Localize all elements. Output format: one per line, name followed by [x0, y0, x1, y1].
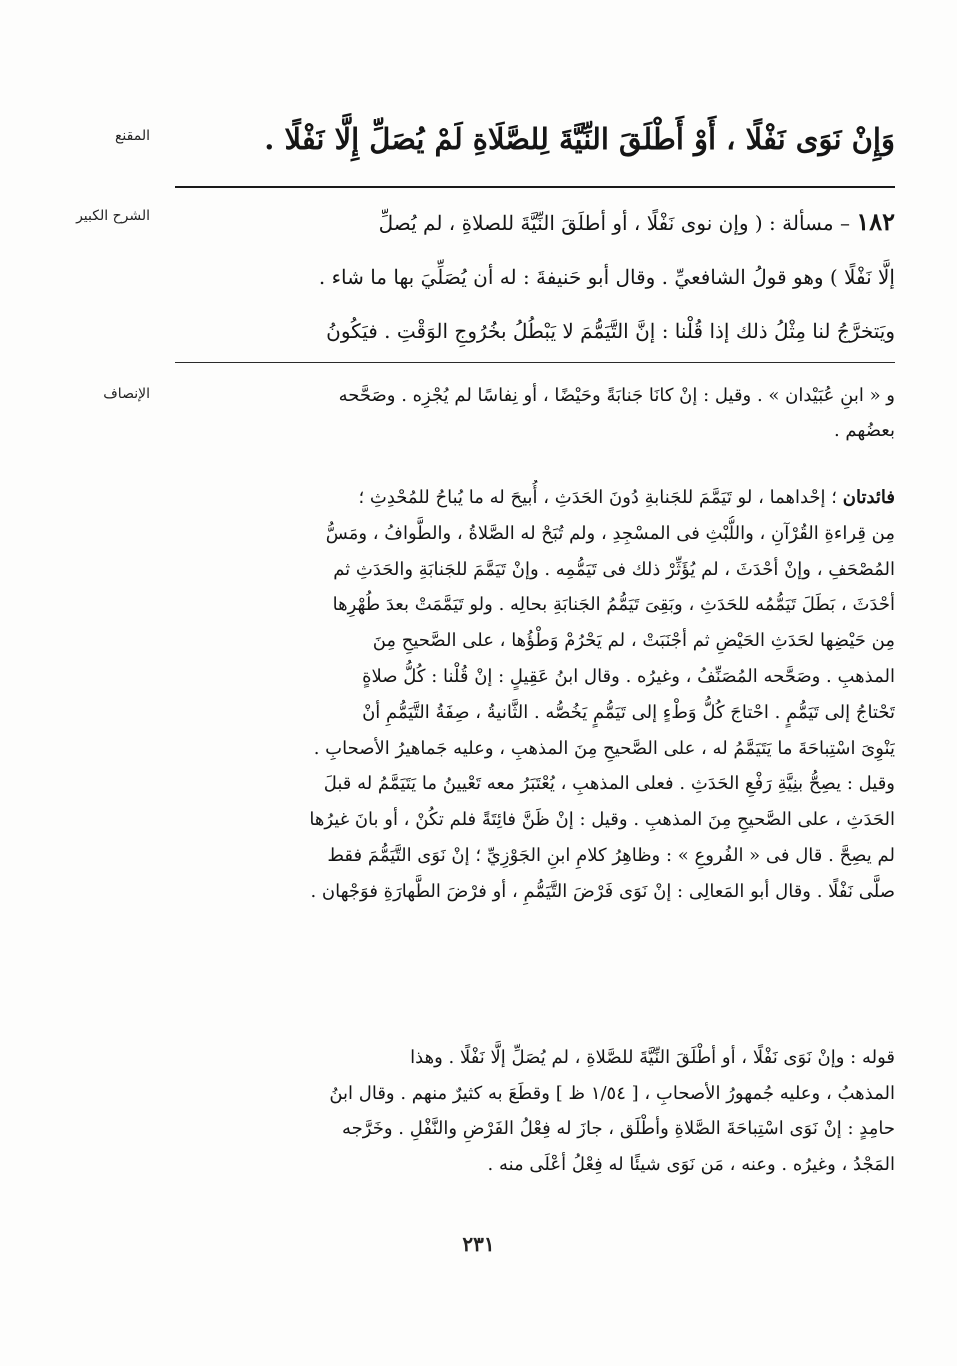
insaf-qawluh: [175, 1040, 895, 1182]
fawaid-label: فائدتان: [842, 487, 895, 508]
fawaid-line: يَنْوِىَ اسْتِباحَةَ ما يَتَيَمَّمُ له ، على الصَّحيحِ مِنَ المذهبِ ، وعليه جَماهيرُ الأصحابِ .: [313, 737, 895, 759]
insaf-intro-line-2: بعضُهم .: [833, 420, 895, 441]
page-number: ٢٣١: [462, 1232, 495, 1256]
qawluh-line: المَجْدُ ، وغيرُه . وعنه ، مَن نَوَى شيئًا له فِعْلُ أعْلَى منه .: [487, 1153, 895, 1175]
sharh-line-1-text: – مسألة : ( وإن نوى نَفْلًا ، أو أطلَقَ النِّيَّةَ للصلاةِ ، لم يُصلِّ: [378, 211, 850, 235]
insaf-intro: [175, 378, 895, 448]
insaf-intro-line-1: و « ابنِ عُبَيْدان » . وقيل : إنْ كانَا جَنابَةً وحَيْضًا ، أو نِفاسًا لم يُجْزِه . وصَحَّحه: [338, 385, 895, 406]
fawaid-line: تَحْتاجُ إلى تَيَمُّمٍ . احْتاجَ كُلُّ وَطْءٍ إلى تَيَمُّمٍ يَخُصُّه . الثَّانيةُ ، صِفَةُ التَّيَمُّمِ أنْ: [362, 701, 895, 723]
fawaid-line-1: [175, 480, 895, 516]
fawaid-line: مِن حَيْضِها لحَدَثِ الحَيْضِ ثم أجْنَبَتْ ، لم يَحْرُمْ وَطْؤُها ، على الصَّحيحِ مِنَ: [372, 630, 895, 652]
fawaid-line: مِن قِراءةِ القُرْآنِ ، واللُّبْثِ فى المسْجِدِ ، ولم تُبَحْ له الصَّلاةُ ، والطَّوافُ ، ومَسُّ: [325, 522, 895, 544]
fawaid-line-1-text: ؛ إحْداهما ، لو تَيَمَّمَ للجَنابةِ دُونَ الحَدَثِ ، أُبيحَ له ما يُباحُ للمُحْدِثِ ؛: [358, 487, 837, 508]
qawluh-line: حامِدٍ : إنْ نَوَى اسْتِباحَةَ الصَّلاةِ وأطْلَق ، جازَ له فِعْلُ الفَرْضِ والنَّفْلِ . وخَرَّجه: [342, 1118, 895, 1139]
fawaid-line: لم يصِحَّ . قال فى « الفُروعِ » : وظاهِرُ كلامِ ابنِ الجَوْزِيِّ ؛ إنْ نَوَى التَّيَمُّمَ فقط: [327, 844, 895, 866]
sharh-line-1: [175, 195, 895, 250]
sharh-line-3: ويَتخرَّجُ لنا مِثْلُ ذلك إذا قُلْنا : إنَّ التَّيَمُّمَ لا يَبْطُلُ بخُرُوجِ الوَقْتِ . فيَكُونُ: [326, 319, 895, 343]
insaf-fawaid: [175, 480, 895, 910]
margin-label-insaf: الإنصاف: [103, 386, 150, 402]
fawaid-line: المُصْحَفِ ، وإنْ أحْدَثَ ، لم يُؤَثِّرْ ذلك فى تَيَمُّمِه . وإنْ تَيَمَّمَ للجَنابَةِ والحَدَثِ ثم: [333, 558, 895, 580]
qawluh-line: قوله : وإنْ نَوَى نَفْلًا ، أو أطْلَقَ النِّيَّةَ للصَّلاةِ ، لم يُصَلِّ إلَّا نَفْلًا . وهذا: [410, 1047, 895, 1068]
section-divider-thick: [175, 186, 895, 188]
sharh-line-2: إلَّا نَفْلًا ) وهو قولُ الشافعيِّ . وقال أبو حَنيفةَ : له أن يُصَلِّيَ بها ما شاء .: [318, 265, 895, 289]
issue-number: ١٨٢: [856, 207, 895, 236]
matn-section: [175, 108, 895, 170]
fawaid-line: الحَدَثِ ، على الصَّحيحِ مِنَ المذهبِ . وقيل : إنْ ظَنَّ فائِتَةً فلم تكُنْ ، أو بانَ غيرُها: [309, 809, 895, 831]
fawaid-line: أحْدَثَ ، بَطَلَ تَيَمُّمُه للحَدَثِ ، وبَقِىَ تَيَمُّمُ الجَنابَةِ بحالِه . ولو تَيَمَّمَتْ بعدَ طُهْرِها: [332, 594, 895, 616]
section-divider-thin: [175, 362, 895, 363]
qawluh-line: المذهبُ ، وعليه جُمهورُ الأصحابِ ، [ ١/٥٤ ظ ] وقطَعَ به كثيرٌ منهم . وقال ابنُ: [329, 1082, 895, 1104]
margin-label-muqni: المقنع: [114, 128, 150, 144]
margin-label-sharh: الشرح الكبير: [76, 208, 150, 224]
fawaid-line: المذهبِ . وصَحَّحه المُصَنِّفُ ، وغيرُه . وقال ابنُ عَقِيلٍ : إنْ قُلْنا : كُلُّ صلاةٍ: [362, 665, 895, 687]
fawaid-line: صلَّى نَفْلًا . وقال أبو المَعالِى : إنْ نَوَى فَرْضَ التَّيَمُّمِ ، أو فرْضَ الطَّهارَةِ فوَجْهان .: [310, 880, 895, 902]
matn-line: وَإِنْ نَوَى نَفْلًا ، أَوْ أَطْلَقَ النِّيَّةَ لِلصَّلَاةِ لَمْ يُصَلِّ إِلَّا نَفْلًا .: [264, 122, 895, 156]
sharh-section: [175, 195, 895, 358]
fawaid-line: وقيل : يصِحُّ بنِيَّةِ رَفْعِ الحَدَثِ . فعلى المذهبِ ، يُعْتَبَرُ معه تَعْيينُ ما يَتَيَمَّمُ له قبلَ: [323, 773, 895, 795]
